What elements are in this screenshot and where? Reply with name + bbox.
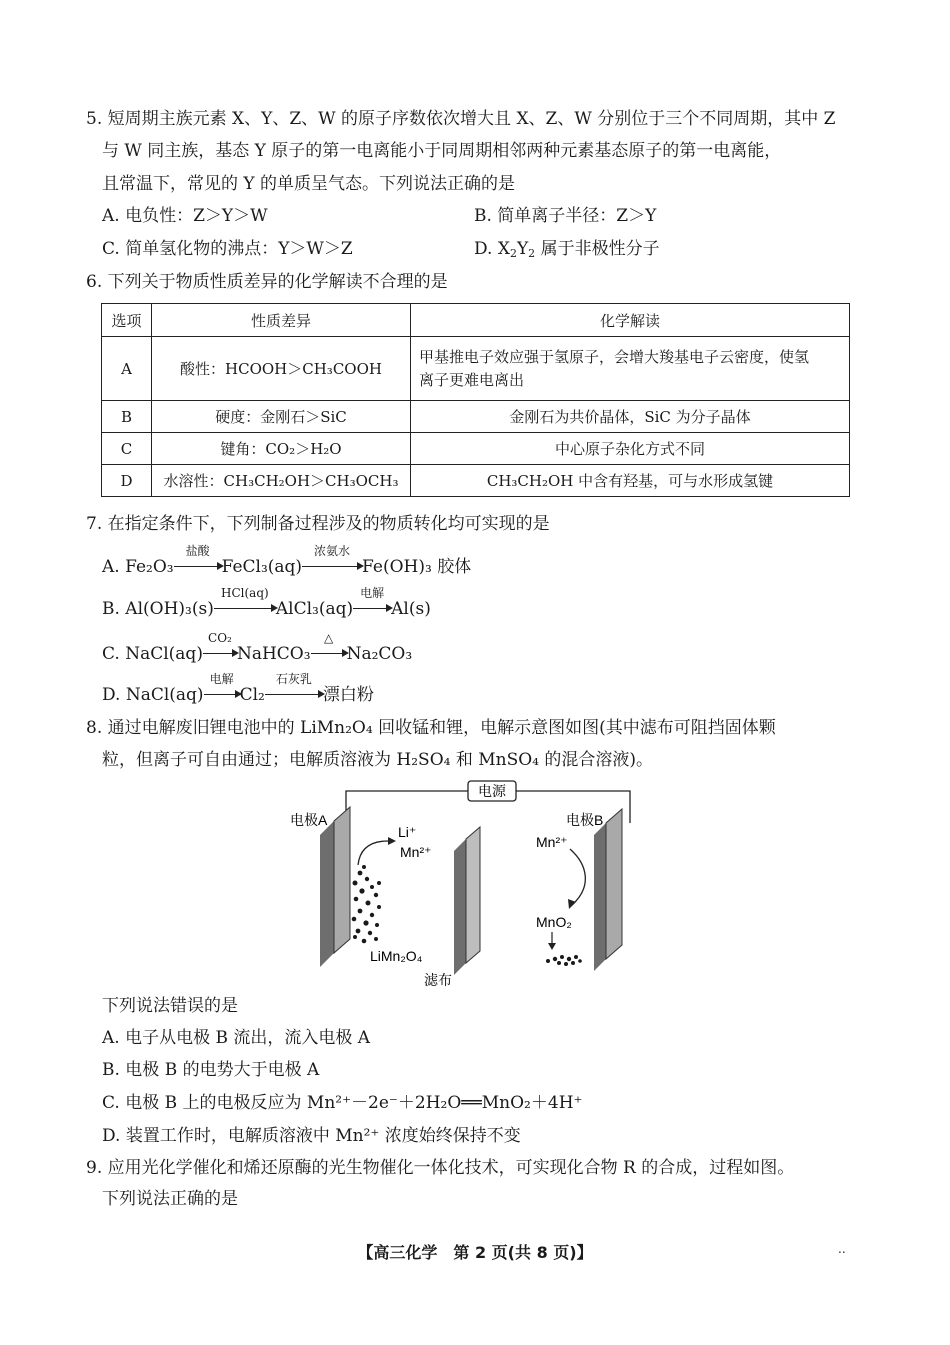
header-property: 性质差异 [152,304,411,337]
arrow-head [388,837,396,845]
q7-option-a: A. Fe₂O₃ 盐酸 FeCl₃(aq) 浓氨水 Fe(OH)₃ 胶体 [102,556,471,578]
cell-explanation: 中心原子杂化方式不同 [411,433,850,465]
q7-option-c: C. NaCl(aq) CO₂ NaHCO₃ △ Na₂CO₃ [102,643,412,665]
cell-explanation: CH₃CH₂OH 中含有羟基，可与水形成氢键 [411,465,850,497]
reaction-arrow [353,608,391,609]
q5-option-c: C. 简单氢化物的沸点：Y＞W＞Z [102,239,353,259]
reaction-arrow [203,653,237,654]
q8-option-b: B. 电极 B 的电势大于电极 A [102,1060,320,1080]
cell-explanation: 金刚石为共价晶体，SiC 为分子晶体 [411,401,850,433]
corner-mark: .. [838,1242,846,1256]
reagent-label: HCl(aq) [221,586,269,600]
q9-stem-line2: 下列说法正确的是 [102,1189,238,1209]
reagent-label: 石灰乳 [275,672,312,686]
page-footer: 【高三化学 第 2 页(共 8 页)】 [357,1243,593,1262]
cell-option: D [102,465,152,497]
q9-stem-line1: 9. 应用光化学催化和烯还原酶的光生物催化一体化技术，可实现化合物 R 的合成，过程如图。 [86,1158,795,1178]
reagent-label: △ [323,631,334,645]
q5-stem-line1: 5. 短周期主族元素 X、Y、Z、W 的原子序数依次增大且 X、Z、W 分别位于三个不同周期，其中 Z [86,109,836,129]
electrode-b [606,809,622,959]
electrode-b-label: 电极B [566,812,604,828]
header-option: 选项 [102,304,152,337]
cell-property: 键角：CO₂＞H₂O [152,433,411,465]
table-row [102,465,850,497]
arrow-head [548,943,556,950]
cell-property: 酸性：HCOOH＞CH₃COOH [152,337,411,401]
header-explanation: 化学解读 [411,304,850,337]
limn2o4-particles [352,865,381,943]
ion-release-arrow [358,841,388,865]
cell-property: 水溶性：CH₃CH₂OH＞CH₃OCH₃ [152,465,411,497]
cell-property: 硬度：金刚石＞SiC [152,401,411,433]
reaction-arrow [265,694,323,695]
q5-stem-line3: 且常温下，常见的 Y 的单质呈气态。下列说法正确的是 [102,174,516,194]
q8-option-c: C. 电极 B 上的电极反应为 Mn²⁺－2e⁻＋2H₂O══MnO₂＋4H⁺ [102,1093,583,1113]
q5-option-b: B. 简单离子半径：Z＞Y [474,206,657,226]
table-header-row [102,304,850,337]
mn-ion-label-right: Mn²⁺ [536,834,568,850]
li-ion-label: Li⁺ [398,824,417,840]
oxidation-arrow [570,849,585,905]
electrode-a-label: 电极A [290,812,328,828]
mn-ion-label-left: Mn²⁺ [400,844,432,860]
q8-option-a: A. 电子从电极 B 流出，流入电极 A [102,1028,371,1048]
table-row [102,433,850,465]
q5-option-d: D. $X_2Y_2$ 属于非极性分子 [474,239,660,260]
cell-explanation: 甲基推电子效应强于氢原子，会增大羧基电子云密度，使氢 离子更难电离出 [411,337,850,401]
reagent-label: 浓氨水 [314,544,351,558]
mno2-precipitate [546,955,582,966]
limn2o4-label: LiMn₂O₄ [370,948,423,964]
filter-cloth [466,827,480,963]
filter-cloth-label: 滤布 [424,972,452,988]
reaction-arrow [311,653,347,654]
reagent-label: 电解 [360,586,385,600]
mno2-label: MnO₂ [536,914,572,930]
wire-left [346,791,468,823]
cell-option: C [102,433,152,465]
q5-stem-line2: 与 W 同主族，基态 Y 原子的第一电离能小于同周期相邻两种元素基态原子的第一电离能， [102,141,782,161]
reaction-arrow [302,566,362,567]
electrolysis-diagram [280,775,660,995]
arrow-head [568,899,576,909]
q7-option-b: B. Al(OH)₃(s) HCl(aq) AlCl₃(aq) 电解 Al(s) [102,598,431,620]
q6-stem: 6. 下列关于物质性质差异的化学解读不合理的是 [86,272,448,292]
q5-option-a: A. 电负性：Z＞Y＞W [102,206,268,226]
table-row [102,337,850,401]
cell-option: B [102,401,152,433]
q8-stem-line1: 8. 通过电解废旧锂电池中的 LiMn₂O₄ 回收锰和锂，电解示意图如图(其中滤布可阻挡固体颗 [86,718,776,738]
filter-cloth-side [454,839,466,975]
q8-option-d: D. 装置工作时，电解质溶液中 Mn²⁺ 浓度始终保持不变 [102,1126,521,1146]
power-source-label: 电源 [478,783,506,799]
cell-option: A [102,337,152,401]
reagent-label: 电解 [209,672,234,686]
reaction-arrow [204,694,240,695]
reagent-label: CO₂ [208,631,232,645]
electrode-a [334,807,350,953]
q7-option-d: D. NaCl(aq) 电解 Cl₂ 石灰乳 漂白粉 [102,684,374,706]
electrode-b-side [594,823,606,971]
q6-table [101,303,850,497]
q8-stem-line2: 粒，但离子可自由通过；电解质溶液为 H₂SO₄ 和 MnSO₄ 的混合溶液)。 [102,750,654,770]
table-row [102,401,850,433]
q8-stem2: 下列说法错误的是 [102,996,238,1016]
reaction-arrow [174,566,222,567]
q7-stem: 7. 在指定条件下，下列制备过程涉及的物质转化均可实现的是 [86,514,550,534]
reagent-label: 盐酸 [185,544,210,558]
electrode-a-side [320,821,334,967]
reaction-arrow [214,608,276,609]
